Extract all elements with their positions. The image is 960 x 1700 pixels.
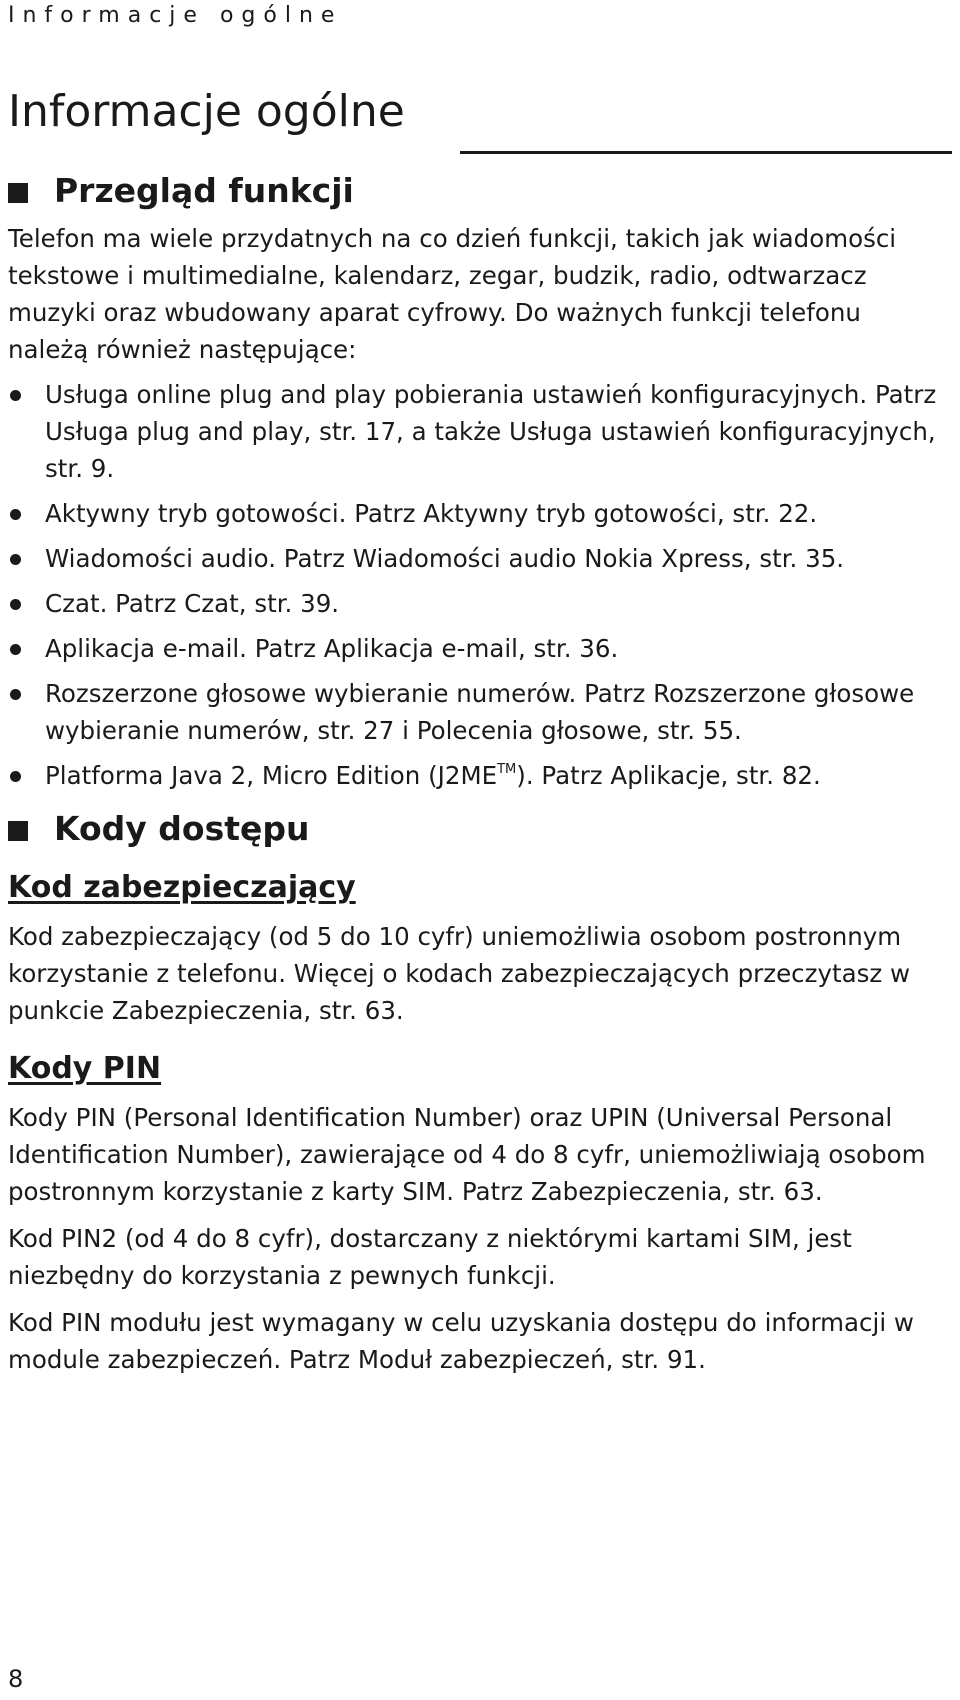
bullet-dot-icon <box>10 390 21 401</box>
overview-intro: Telefon ma wiele przydatnych na co dzień funkcji, takich jak wiadomości tekstowe i multimedialne, kalendarz, zegar, budzik, radio, odtwarzacz muzyki oraz wbudowany aparat cyfrowy. Do ważnych funkcji telefonu należą również następujące: <box>8 224 897 364</box>
running-header: Informacje ogólne <box>8 3 343 28</box>
list-item <box>8 495 948 532</box>
page-number: 8 <box>8 1665 24 1693</box>
square-bullet-icon <box>8 821 28 841</box>
list-item-text-before: Platforma Java 2, Micro Edition (J2ME <box>45 761 498 790</box>
subheading-security-code: Kod zabezpieczający <box>8 870 356 905</box>
feature-list <box>8 376 948 794</box>
list-item <box>8 376 948 487</box>
section-heading-text: Kody dostępu <box>54 809 310 848</box>
manual-page <box>8 0 952 1700</box>
list-item <box>8 675 948 749</box>
list-item-text: Rozszerzone głosowe wybieranie numerów. Patrz Rozszerzone głosowe wybieranie numerów, str. 27 i Polecenia głosowe, str. 55. <box>45 679 915 745</box>
square-bullet-icon <box>8 183 28 203</box>
section-heading-access-codes <box>8 806 948 852</box>
list-item <box>8 585 948 622</box>
title-rule <box>460 151 952 154</box>
security-code-paragraph: Kod zabezpieczający (od 5 do 10 cyfr) uniemożliwia osobom postronnym korzystanie z telefonu. Więcej o kodach zabezpieczających przeczytasz w punkcie Zabezpieczenia, str. 63. <box>8 922 911 1025</box>
section-access-codes <box>8 806 948 1378</box>
bullet-dot-icon <box>10 644 21 655</box>
list-item-text: Wiadomości audio. Patrz Wiadomości audio Nokia Xpress, str. 35. <box>45 544 845 573</box>
list-item-text-after: ). Patrz Aplikacje, str. 82. <box>516 761 821 790</box>
bullet-dot-icon <box>10 599 21 610</box>
section-overview <box>8 168 948 794</box>
bullet-dot-icon <box>10 689 21 700</box>
section-heading-text: Przegląd funkcji <box>54 171 354 210</box>
page-title: Informacje ogólne <box>8 86 405 137</box>
pin2-paragraph: Kod PIN2 (od 4 do 8 cyfr), dostarczany z niektórymi kartami SIM, jest niezbędny do korzystania z pewnych funkcji. <box>8 1224 852 1290</box>
list-item-text: Aktywny tryb gotowości. Patrz Aktywny tryb gotowości, str. 22. <box>45 499 818 528</box>
module-pin-paragraph: Kod PIN modułu jest wymagany w celu uzyskania dostępu do informacji w module zabezpieczeń. Patrz Moduł zabezpieczeń, str. 91. <box>8 1308 914 1374</box>
list-item-text: Czat. Patrz Czat, str. 39. <box>45 589 340 618</box>
list-item <box>8 540 948 577</box>
bullet-dot-icon <box>10 771 21 782</box>
subheading-pin-codes: Kody PIN <box>8 1051 162 1086</box>
section-heading-overview <box>8 168 948 214</box>
trademark-mark: TM <box>497 762 517 777</box>
list-item-text: Aplikacja e-mail. Patrz Aplikacja e-mail, str. 36. <box>45 634 619 663</box>
title-block <box>8 80 952 144</box>
bullet-dot-icon <box>10 554 21 565</box>
list-item <box>8 757 948 794</box>
pin-paragraph: Kody PIN (Personal Identification Number) oraz UPIN (Universal Personal Identification Number), zawierające od 4 do 8 cyfr, uniemożliwiają osobom postronnym korzystanie z karty SIM. Patrz Zabezpieczenia, str. 63. <box>8 1103 926 1206</box>
list-item-text: Usługa online plug and play pobierania ustawień konfiguracyjnych. Patrz Usługa plug and play, str. 17, a także Usługa ustawień konfiguracyjnych, str. 9. <box>45 380 937 483</box>
main-content <box>8 168 948 1378</box>
list-item <box>8 630 948 667</box>
bullet-dot-icon <box>10 509 21 520</box>
